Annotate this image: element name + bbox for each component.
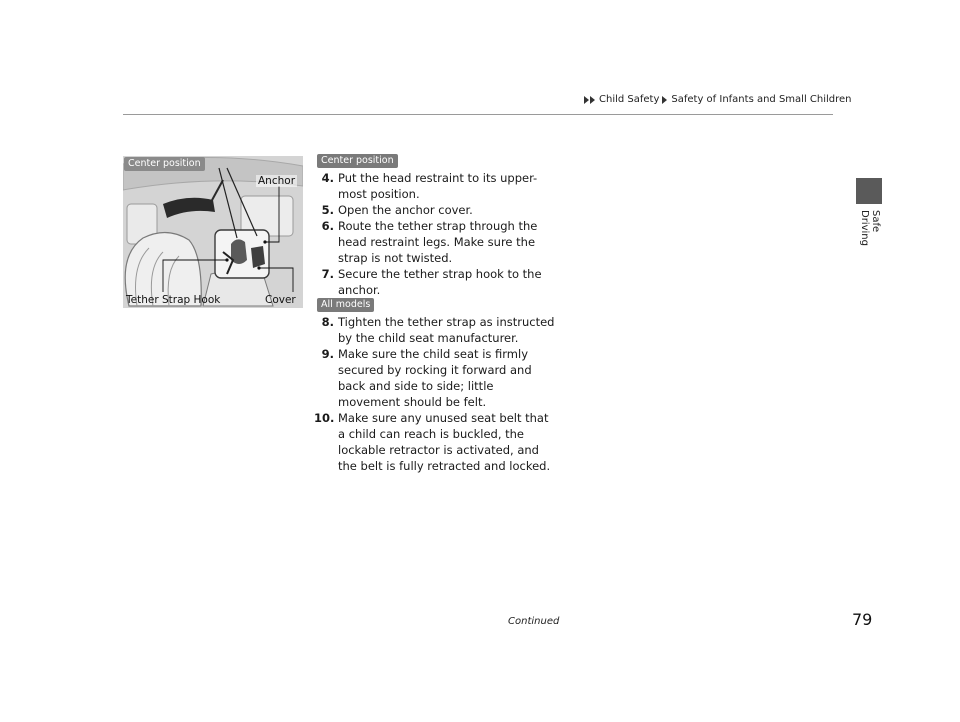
center-position-tag: Center position: [317, 154, 398, 168]
step-number: 7.: [321, 267, 334, 281]
page-number: 79: [852, 610, 873, 629]
step-item: [314, 170, 559, 202]
callout-cover: Cover: [265, 294, 296, 306]
step-text: Route the tether strap through the head restraint legs. Make sure the strap is not twisted.: [338, 219, 538, 265]
step-item: [314, 314, 559, 346]
double-arrow-icon: [584, 96, 597, 104]
step-item: [314, 346, 559, 410]
step-text: Put the head restraint to its upper-most position.: [338, 171, 538, 201]
step-item: [314, 202, 559, 218]
breadcrumb-topic[interactable]: Safety of Infants and Small Children: [671, 94, 852, 105]
arrow-icon: [661, 96, 669, 104]
steps-all-models: [314, 314, 559, 474]
step-number: 8.: [321, 315, 334, 329]
step-item: [314, 410, 559, 474]
step-item: [314, 266, 559, 298]
step-text: Secure the tether strap hook to the anchor.: [338, 267, 542, 297]
header-rule: [123, 114, 833, 115]
breadcrumb-section[interactable]: Child Safety: [599, 94, 660, 105]
step-text: Make sure any unused seat belt that a child can reach is buckled, the lockable retractor is activated, and the belt is fully retracted and locked.: [338, 411, 551, 473]
steps-center-position: [314, 170, 559, 298]
section-label: Safe Driving: [859, 210, 881, 246]
step-text: Make sure the child seat is firmly secured by rocking it forward and back and side to side; little movement should be felt.: [338, 347, 532, 409]
step-number: 10.: [314, 411, 335, 425]
callout-anchor: Anchor: [258, 175, 296, 187]
figure-position-tag: Center position: [124, 157, 205, 171]
callout-tether-strap-hook: Tether Strap Hook: [126, 294, 221, 306]
step-number: 4.: [321, 171, 334, 185]
step-number: 6.: [321, 219, 334, 233]
step-item: [314, 218, 559, 266]
step-number: 9.: [321, 347, 334, 361]
step-text: Tighten the tether strap as instructed by the child seat manufacturer.: [338, 315, 555, 345]
all-models-tag: All models: [317, 298, 374, 312]
step-text: Open the anchor cover.: [338, 203, 473, 217]
section-tab-marker: [856, 178, 882, 204]
step-number: 5.: [321, 203, 334, 217]
continued-label: Continued: [508, 616, 560, 627]
breadcrumb: [584, 94, 852, 105]
